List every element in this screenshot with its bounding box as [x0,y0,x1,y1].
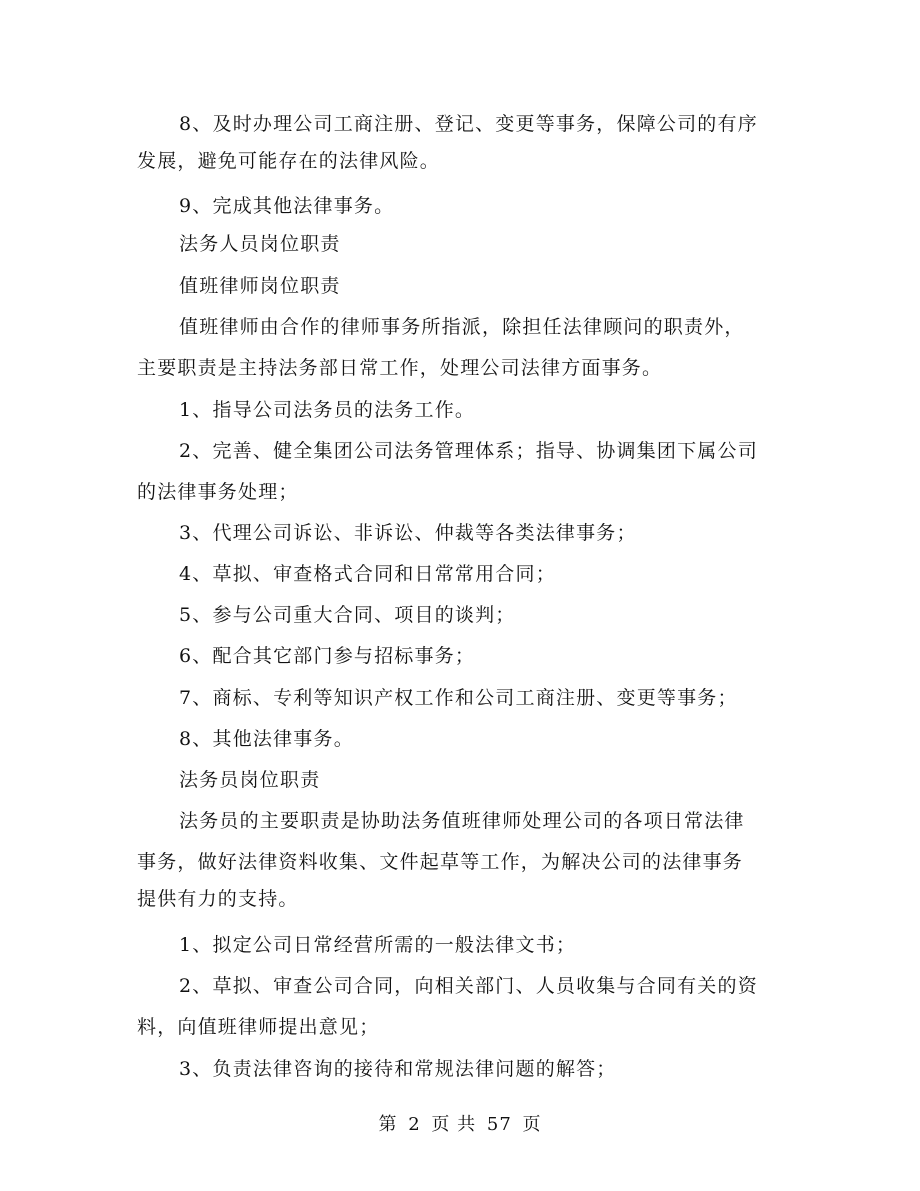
text-line: 主要职责是主持法务部日常工作，处理公司法律方面事务。 [137,357,663,379]
list-item: 5、参与公司重大合同、项目的谈判； [179,604,516,626]
list-item: 7、商标、专利等知识产权工作和公司工商注册、变更等事务； [179,687,738,709]
footer-middle: 页 共 [431,1114,477,1135]
text-line: 9、完成其他法律事务。 [179,195,395,217]
footer-prefix: 第 [378,1114,398,1135]
list-item: 2、草拟、审查公司合同，向相关部门、人员收集与合同有关的资 [179,975,758,997]
list-item: 3、负责法律咨询的接待和常规法律问题的解答； [179,1058,617,1080]
text-line: 8、及时办理公司工商注册、登记、变更等事务，保障公司的有序 [179,113,758,135]
list-item: 1、指导公司法务员的法务工作。 [179,399,476,421]
list-item: 1、拟定公司日常经营所需的一般法律文书； [179,934,577,956]
text-line: 值班律师由合作的律师事务所指派，除担任法律顾问的职责外， [179,316,745,338]
list-item: 3、代理公司诉讼、非诉讼、仲裁等各类法律事务； [179,522,637,544]
footer-suffix: 页 [522,1114,542,1135]
page-footer [0,1113,920,1137]
list-item: 2、完善、健全集团公司法务管理体系；指导、协调集团下属公司 [179,440,758,462]
current-page-number: 2 [408,1114,421,1135]
total-pages-number: 57 [486,1114,512,1135]
text-line: 法务员的主要职责是协助法务值班律师处理公司的各项日常法律 [179,810,745,832]
text-line: 的法律事务处理； [137,481,299,503]
text-line: 发展，避免可能存在的法律风险。 [137,150,441,172]
section-heading: 法务员岗位职责 [179,769,321,791]
text-line: 事务，做好法律资料收集、文件起草等工作，为解决公司的法律事务 [137,851,744,873]
list-item: 4、草拟、审查格式合同和日常常用合同； [179,563,556,585]
section-heading: 法务人员岗位职责 [179,233,341,255]
text-line: 提供有力的支持。 [137,888,299,910]
section-heading: 值班律师岗位职责 [179,275,341,297]
list-item: 6、配合其它部门参与招标事务； [179,645,476,667]
list-item: 8、其他法律事务。 [179,728,354,750]
text-line: 料，向值班律师提出意见； [137,1016,380,1038]
